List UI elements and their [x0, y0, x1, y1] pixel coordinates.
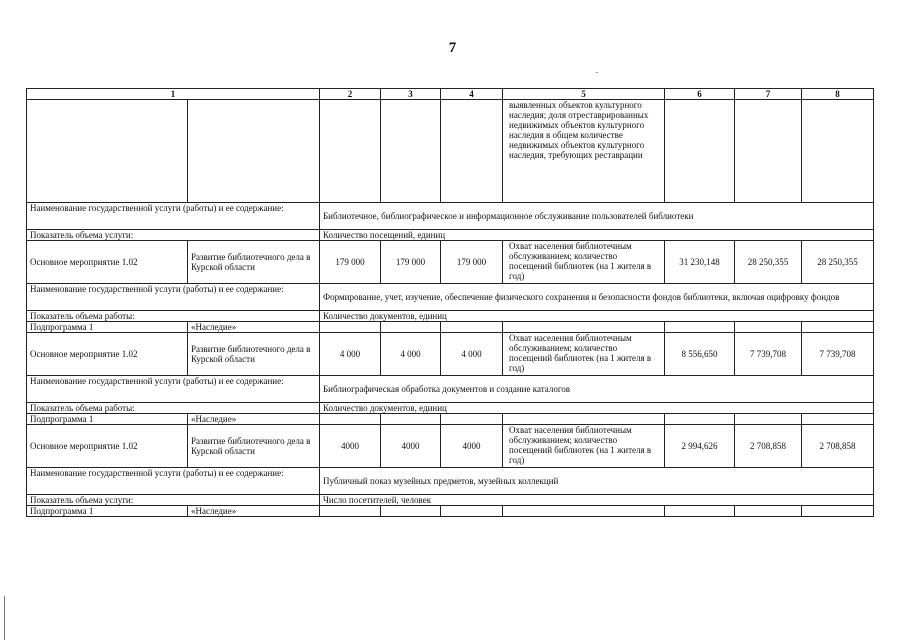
indicator-cell: выявленных объектов культурного наследия; доля отреставрированных недвижимых объектов культурного наследия в общем количестве недвижимых объектов культурного наследия, требующих реставрации — [503, 100, 665, 203]
cell-col6-empty — [665, 414, 735, 425]
cell-col8-empty — [802, 506, 874, 517]
cell-col3-empty — [381, 100, 441, 203]
column-header-5: 5 — [503, 89, 665, 100]
measure-value-col3: 4000 — [381, 425, 441, 468]
volume-label: Показатель объема работы: — [27, 403, 320, 414]
measure-name: Основное мероприятие 1.02 — [27, 333, 188, 376]
subprogram-name: «Наследие» — [188, 414, 320, 425]
measure-row — [27, 333, 874, 376]
measure-value-col4: 4 000 — [441, 333, 503, 376]
measure-value-col2: 4000 — [320, 425, 381, 468]
measure-responsible: Развитие библиотечного дела в Курской области — [188, 425, 320, 468]
state-services-table — [26, 88, 874, 517]
page-number: 7 — [448, 40, 457, 56]
subprogram-name: «Наследие» — [188, 322, 320, 333]
volume-value: Количество документов, единиц — [320, 311, 874, 322]
scan-speck — [596, 72, 598, 73]
measure-indicator: Охват населения библиотечным обслуживанием; количество посещений библиотек (на 1 жителя в год) — [503, 425, 665, 468]
subprogram-name: «Наследие» — [188, 506, 320, 517]
subprogram-row — [27, 322, 874, 333]
continuation-row — [27, 100, 874, 203]
measure-value-col4: 179 000 — [441, 241, 503, 284]
measure-responsible: Развитие библиотечного дела в Курской области — [188, 333, 320, 376]
volume-value: Количество посещений, единиц — [320, 230, 874, 241]
service-row — [27, 284, 874, 311]
measure-indicator: Охват населения библиотечным обслуживанием; количество посещений библиотек (на 1 жителя в год) — [503, 333, 665, 376]
service-value: Публичный показ музейных предметов, музейных коллекций — [320, 468, 874, 495]
column-header-1: 1 — [27, 89, 320, 100]
cell-responsible-empty — [188, 100, 320, 203]
measure-value-col6: 8 556,650 — [665, 333, 735, 376]
column-header-6: 6 — [665, 89, 735, 100]
cell-col5-empty — [503, 506, 665, 517]
column-header-4: 4 — [441, 89, 503, 100]
volume-value: Количество документов, единиц — [320, 403, 874, 414]
cell-col2-empty — [320, 414, 381, 425]
measure-name: Основное мероприятие 1.02 — [27, 241, 188, 284]
volume-row — [27, 311, 874, 322]
subprogram-row — [27, 506, 874, 517]
service-value: Формирование, учет, изучение, обеспечение физического сохранения и безопасности фондов библиотеки, включая оцифровку фондов — [320, 284, 874, 311]
service-value: Библиографическая обработка документов и создание каталогов — [320, 376, 874, 403]
measure-value-col6: 2 994,626 — [665, 425, 735, 468]
cell-col7-empty — [735, 322, 802, 333]
column-header-3: 3 — [381, 89, 441, 100]
cell-col5-empty — [503, 414, 665, 425]
cell-col2-empty — [320, 100, 381, 203]
cell-col2-empty — [320, 322, 381, 333]
cell-col7-empty — [735, 506, 802, 517]
service-label: Наименование государственной услуги (работы) и ее содержание: — [27, 203, 320, 230]
cell-col4-empty — [441, 322, 503, 333]
measure-responsible: Развитие библиотечного дела в Курской области — [188, 241, 320, 284]
cell-col3-empty — [381, 414, 441, 425]
measure-value-col3: 4 000 — [381, 333, 441, 376]
service-row — [27, 376, 874, 403]
measure-value-col7: 2 708,858 — [735, 425, 802, 468]
cell-col2-empty — [320, 506, 381, 517]
cell-col8-empty — [802, 100, 874, 203]
cell-name-empty — [27, 100, 188, 203]
subprogram-label: Подпрограмма 1 — [27, 506, 188, 517]
measure-value-col2: 179 000 — [320, 241, 381, 284]
measure-value-col8: 2 708,858 — [802, 425, 874, 468]
column-header-7: 7 — [735, 89, 802, 100]
cell-col3-empty — [381, 506, 441, 517]
measure-row — [27, 425, 874, 468]
cell-col4-empty — [441, 506, 503, 517]
cell-col4-empty — [441, 414, 503, 425]
cell-col6-empty — [665, 506, 735, 517]
subprogram-label: Подпрограмма 1 — [27, 414, 188, 425]
volume-row — [27, 495, 874, 506]
cell-col4-empty — [441, 100, 503, 203]
measure-value-col2: 4 000 — [320, 333, 381, 376]
volume-value: Число посетителей, человек — [320, 495, 874, 506]
service-label: Наименование государственной услуги (работы) и ее содержание: — [27, 376, 320, 403]
measure-indicator: Охват населения библиотечным обслуживанием; количество посещений библиотек (на 1 жителя в год) — [503, 241, 665, 284]
service-row — [27, 468, 874, 495]
measure-row — [27, 241, 874, 284]
measure-value-col7: 28 250,355 — [735, 241, 802, 284]
subprogram-row — [27, 414, 874, 425]
column-header-row — [27, 89, 874, 100]
volume-label: Показатель объема услуги: — [27, 230, 320, 241]
cell-col7-empty — [735, 414, 802, 425]
volume-label: Показатель объема работы: — [27, 311, 320, 322]
service-label: Наименование государственной услуги (работы) и ее содержание: — [27, 284, 320, 311]
measure-value-col8: 7 739,708 — [802, 333, 874, 376]
service-value: Библиотечное, библиографическое и информационное обслуживание пользователей библиотеки — [320, 203, 874, 230]
service-row — [27, 203, 874, 230]
measure-value-col6: 31 230,148 — [665, 241, 735, 284]
scan-edge-line — [4, 596, 5, 640]
column-header-8: 8 — [802, 89, 874, 100]
measure-name: Основное мероприятие 1.02 — [27, 425, 188, 468]
table-body — [27, 89, 874, 517]
measure-value-col4: 4000 — [441, 425, 503, 468]
measure-value-col7: 7 739,708 — [735, 333, 802, 376]
subprogram-label: Подпрограмма 1 — [27, 322, 188, 333]
service-label: Наименование государственной услуги (работы) и ее содержание: — [27, 468, 320, 495]
volume-row — [27, 230, 874, 241]
cell-col3-empty — [381, 322, 441, 333]
volume-row — [27, 403, 874, 414]
cell-col6-empty — [665, 100, 735, 203]
measure-value-col8: 28 250,355 — [802, 241, 874, 284]
cell-col7-empty — [735, 100, 802, 203]
measure-value-col3: 179 000 — [381, 241, 441, 284]
cell-col8-empty — [802, 322, 874, 333]
volume-label: Показатель объема услуги: — [27, 495, 320, 506]
column-header-2: 2 — [320, 89, 381, 100]
cell-col8-empty — [802, 414, 874, 425]
cell-col5-empty — [503, 322, 665, 333]
cell-col6-empty — [665, 322, 735, 333]
